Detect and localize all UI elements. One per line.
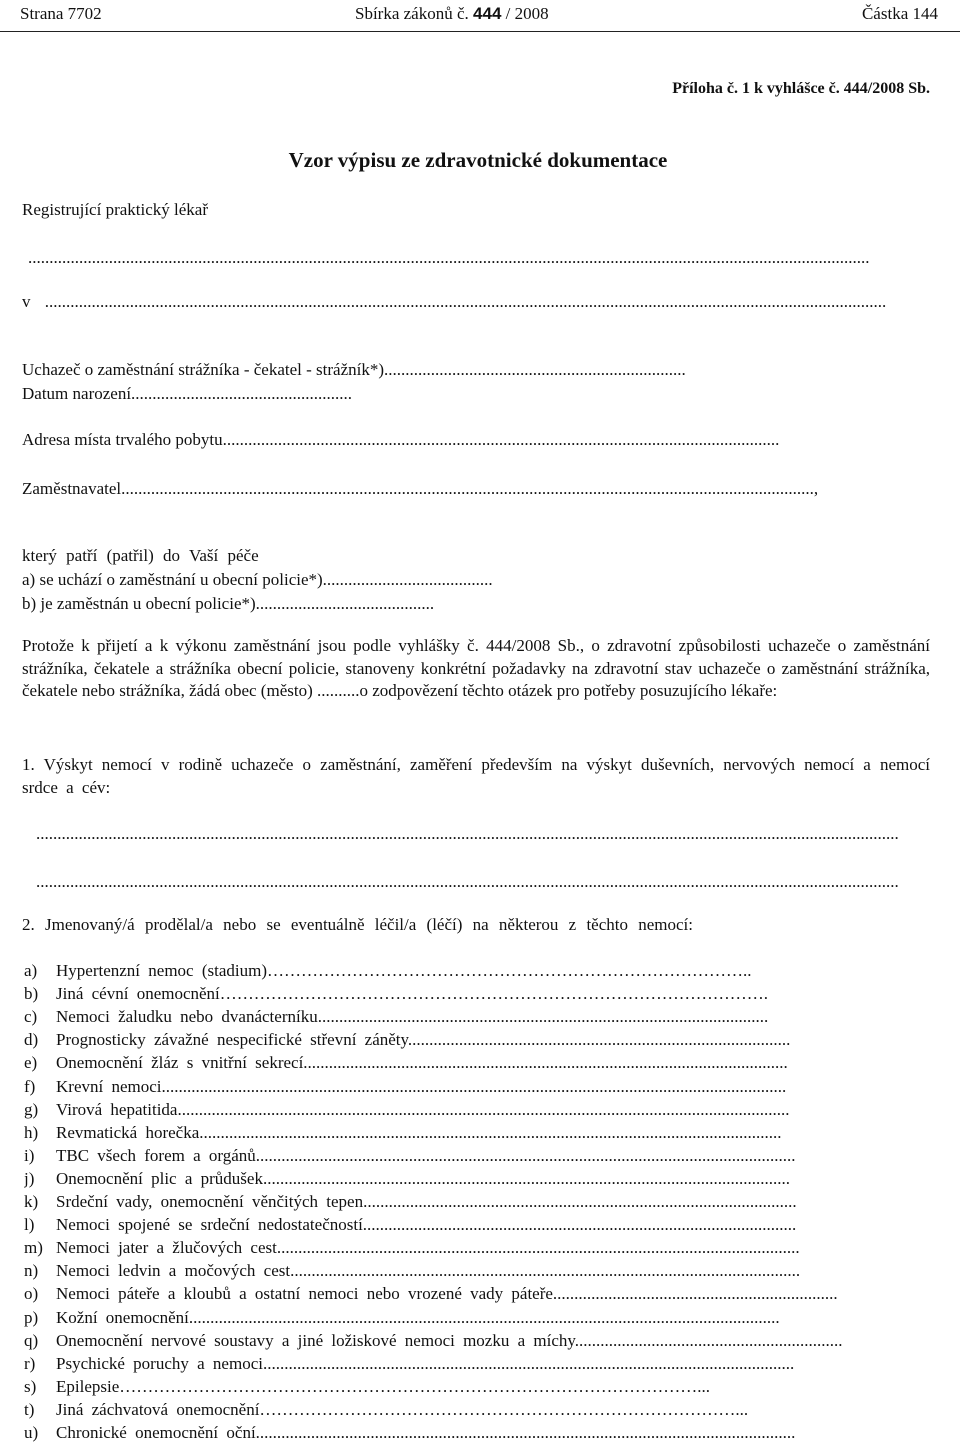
disease-item[interactable] xyxy=(24,1100,930,1122)
disease-key: l) xyxy=(24,1215,35,1235)
disease-text: Nemoci jater a žlučových cest........................................................................................................................... xyxy=(56,1238,800,1258)
disease-item[interactable] xyxy=(24,1400,930,1422)
option-a-field[interactable]: a) se uchází o zaměstnání u obecní policie*)........................................ xyxy=(22,570,493,589)
address-field[interactable]: Adresa místa trvalého pobytu................................................................................................................................... xyxy=(22,430,780,449)
disease-key: m) xyxy=(24,1238,43,1258)
disease-item[interactable] xyxy=(24,1169,930,1191)
question-1-answer-line-2[interactable]: ........................................................................................................................................................................................................... xyxy=(36,872,899,891)
disease-key: s) xyxy=(24,1376,37,1396)
disease-text: Kožní onemocnění........................................................................................................................................... xyxy=(56,1307,780,1327)
disease-item[interactable] xyxy=(24,1423,930,1445)
disease-key: d) xyxy=(24,1030,39,1050)
annex-label: Příloha č. 1 k vyhlášce č. 444/2008 Sb. xyxy=(672,80,930,97)
disease-item[interactable] xyxy=(24,1053,930,1075)
disease-text: Onemocnění nervové soustavy a jiné ložiskové nemoci mozku a míchy............................................................... xyxy=(56,1330,843,1350)
disease-key: j) xyxy=(24,1168,35,1188)
disease-item[interactable] xyxy=(24,1308,930,1330)
disease-key: f) xyxy=(24,1076,36,1096)
disease-item[interactable] xyxy=(24,1284,930,1306)
disease-item[interactable] xyxy=(24,1192,930,1214)
disease-text: Jiná cévní onemocnění……………………………………………………………………………………. xyxy=(56,984,769,1004)
option-b-field[interactable]: b) je zaměstnán u obecní policie*).......................................... xyxy=(22,594,435,613)
disease-text: Srdeční vady, onemocnění věnčitých tepen...................................................................................................... xyxy=(56,1192,797,1211)
disease-key: g) xyxy=(24,1099,39,1119)
journal-prefix: Sbírka zákonů č. xyxy=(355,4,469,23)
place-label: v xyxy=(22,292,31,311)
birth-date-field[interactable]: Datum narození.................................................... xyxy=(22,384,353,403)
disease-item[interactable] xyxy=(24,1354,930,1376)
journal-title xyxy=(355,4,549,24)
disease-text: Hypertenzní nemoc (stadium)………………………………………………………………………….. xyxy=(56,961,752,980)
disease-item[interactable] xyxy=(24,1007,930,1029)
disease-text: Nemoci spojené se srdeční nedostatečností...................................................................................................... xyxy=(56,1215,797,1235)
disease-item[interactable] xyxy=(24,961,930,983)
disease-key: b) xyxy=(24,984,39,1004)
disease-item[interactable] xyxy=(24,984,930,1006)
disease-text: Jiná záchvatová onemocnění…………………………………………………………………………... xyxy=(56,1399,749,1419)
disease-key: i) xyxy=(24,1145,35,1165)
disease-key: n) xyxy=(24,1261,39,1281)
disease-item[interactable] xyxy=(24,1215,930,1237)
disease-key: c) xyxy=(24,1007,38,1027)
employer-field[interactable]: Zaměstnavatel..................................................................................................................................................................., xyxy=(22,479,819,498)
disease-text: Nemoci žaludku nebo dvanácterníku.......................................................................................................... xyxy=(56,1007,769,1027)
disease-item[interactable] xyxy=(24,1331,930,1353)
disease-key: p) xyxy=(24,1307,39,1327)
journal-year: / 2008 xyxy=(505,4,549,23)
place-line: ...................................................................................................................................................................................................... xyxy=(44,292,887,311)
question-2: 2. Jmenovaný/á prodělal/a nebo se eventuálně léčil/a (léčí) na některou z těchto nemocí: xyxy=(22,915,694,934)
disease-item[interactable] xyxy=(24,1377,930,1399)
header-rule xyxy=(0,31,960,32)
doctor-label: Registrující praktický lékař xyxy=(22,200,208,219)
disease-key: o) xyxy=(24,1284,39,1304)
disease-text: Revmatická horečka......................................................................................................................................... xyxy=(56,1122,782,1142)
doctor-field[interactable]: ...................................................................................................................................................................................................... xyxy=(28,248,870,267)
part-number: Částka 144 xyxy=(861,4,938,23)
disease-text: Nemoci ledvin a močových cest........................................................................................................................ xyxy=(56,1261,801,1281)
care-text: který patří (patřil) do Vaší péče xyxy=(22,546,259,565)
question-1-answer-line-1[interactable]: ........................................................................................................................................................................................................... xyxy=(36,824,899,843)
disease-text: Chronické onemocnění oční............................................................................................................................... xyxy=(56,1423,796,1442)
disease-key: r) xyxy=(24,1353,36,1373)
disease-key: u) xyxy=(24,1423,39,1442)
disease-item[interactable] xyxy=(24,1238,930,1260)
disease-item[interactable] xyxy=(24,1123,930,1145)
disease-item[interactable] xyxy=(24,1261,930,1283)
disease-text: Virová hepatitida................................................................................................................................................ xyxy=(56,1099,790,1119)
disease-text: Prognosticky závažné nespecifické střevní záněty.......................................................................................... xyxy=(56,1030,791,1050)
applicant-field[interactable]: Uchazeč o zaměstnání strážníka - čekatel - strážník*)....................................................................... xyxy=(22,360,686,379)
disease-text: Nemoci páteře a kloubů a ostatní nemoci nebo vrozené vady páteře................................................................... xyxy=(56,1284,838,1304)
disease-text: Krevní nemoci................................................................................................................................................... xyxy=(56,1076,787,1096)
disease-key: a) xyxy=(24,961,38,980)
intro-paragraph: Protože k přijetí a k výkonu zaměstnání jsou podle vyhlášky č. 444/2008 Sb., o zdravotní způsobilosti uchazeče o zaměstnání strážníka, čekatele a strážníka obecní policie, stanoveny konkrétní požadavky na zdravotní stav uchazeče o zaměstnání strážníka, čekatele nebo strážníka, žádá obec (město) ..........o zodpovězení těchto otázek pro potřeby posuzujícího lékaře: xyxy=(22,636,930,700)
disease-item[interactable] xyxy=(24,1146,930,1168)
disease-text: Onemocnění plic a průdušek............................................................................................................................ xyxy=(56,1168,790,1188)
place-field[interactable] xyxy=(22,292,930,314)
page-number: Strana 7702 xyxy=(20,4,102,23)
page-title: Vzor výpisu ze zdravotnické dokumentace xyxy=(288,148,668,172)
disease-key: e) xyxy=(24,1053,38,1073)
journal-number: 444 xyxy=(473,4,502,23)
disease-text: Epilepsie…………………………………………………………………………………………... xyxy=(56,1376,711,1396)
disease-key: h) xyxy=(24,1122,39,1142)
disease-text: Psychické poruchy a nemoci............................................................................................................................. xyxy=(56,1353,795,1373)
disease-key: t) xyxy=(24,1399,35,1419)
disease-item[interactable] xyxy=(24,1030,930,1052)
disease-item[interactable] xyxy=(24,1077,930,1099)
disease-key: k) xyxy=(24,1192,39,1211)
disease-key: q) xyxy=(24,1330,39,1350)
question-1: 1. Výskyt nemocí v rodině uchazeče o zaměstnání, zaměření především na výskyt duševních, nervových nemocí a nemocí srdce a cév: xyxy=(22,755,930,797)
disease-text: Onemocnění žláz s vnitřní sekrecí.................................................................................................................. xyxy=(56,1053,788,1073)
disease-text: TBC všech forem a orgánů............................................................................................................................... xyxy=(56,1145,796,1165)
